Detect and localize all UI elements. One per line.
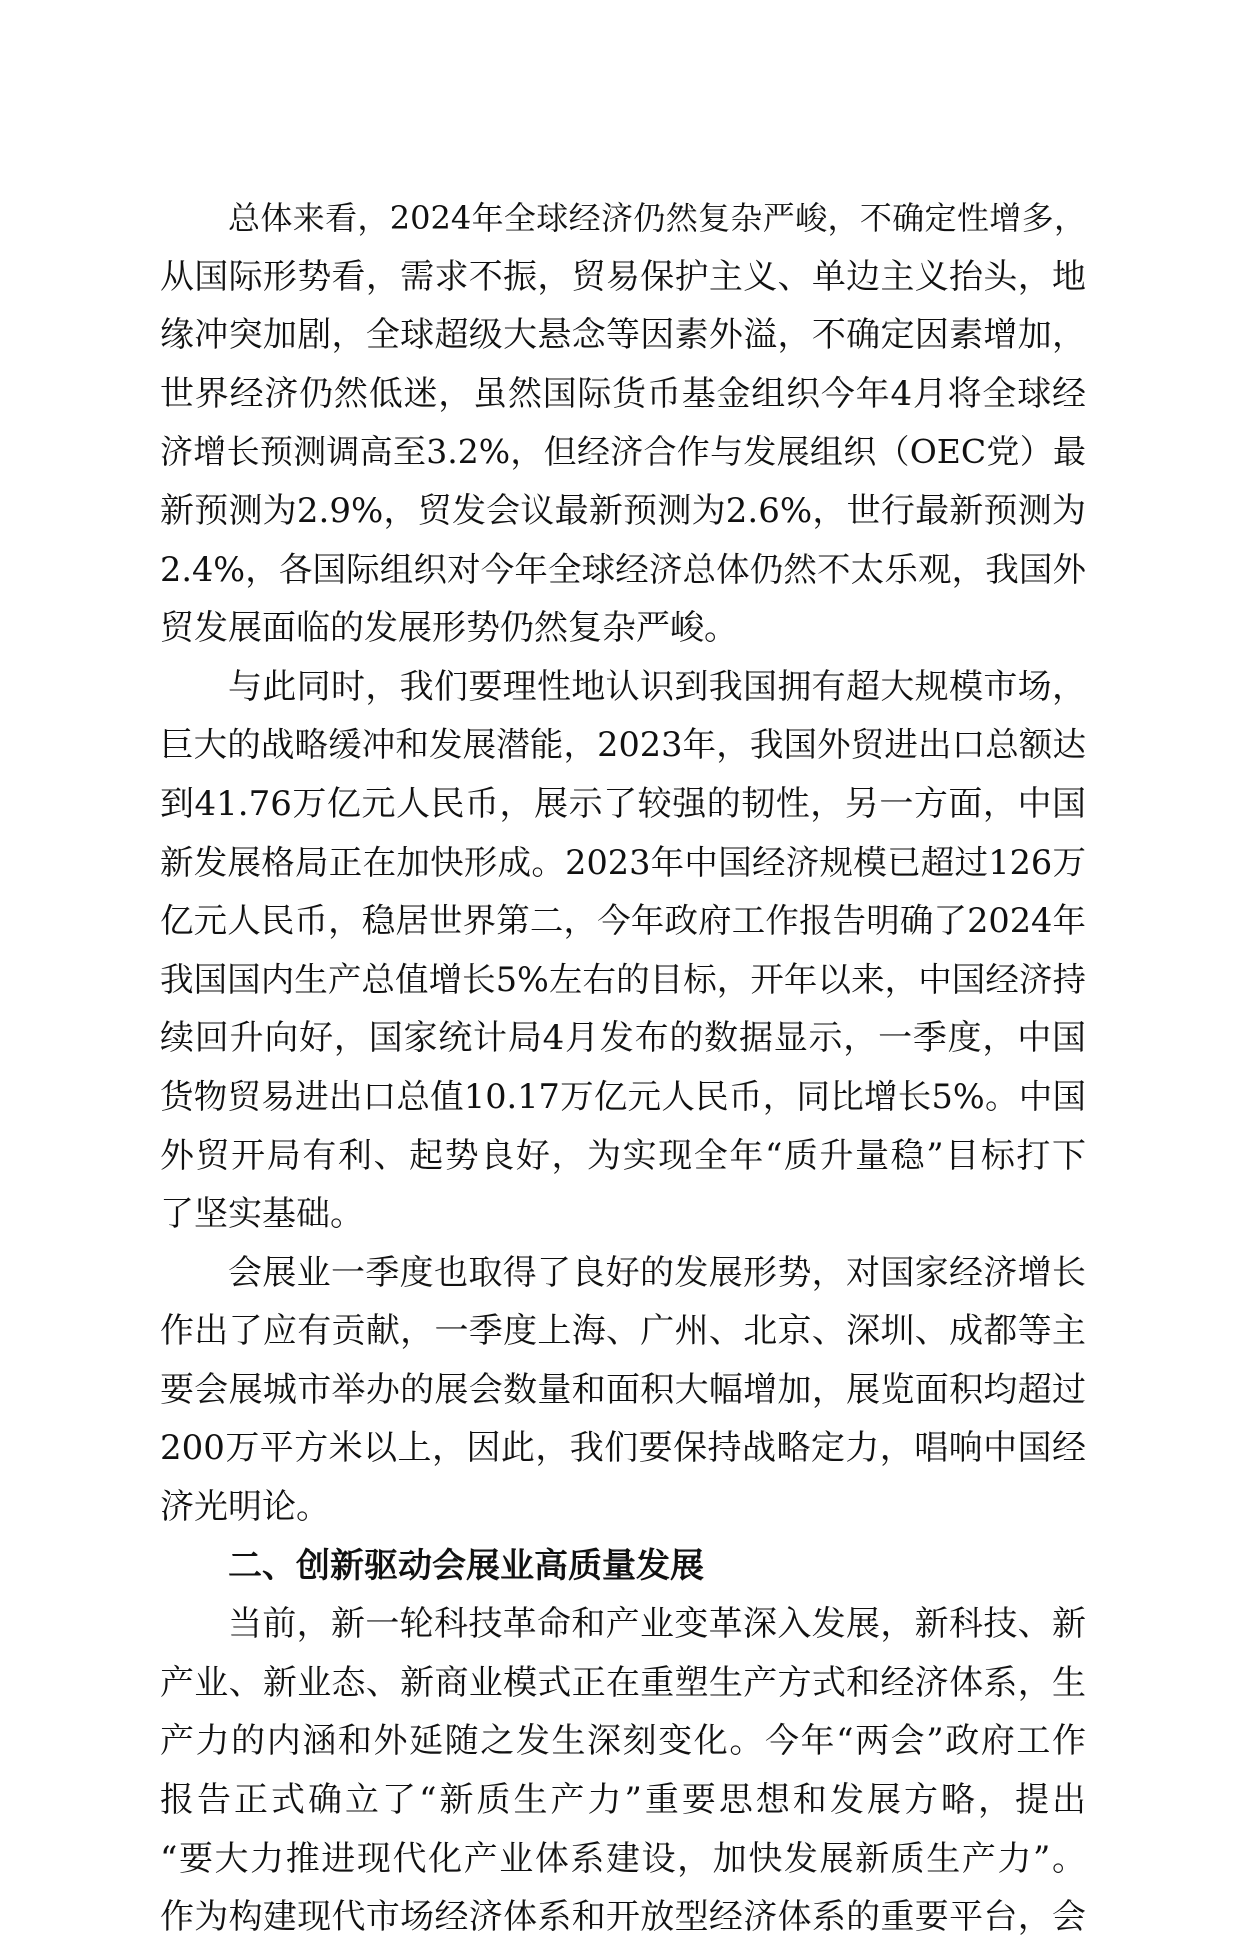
text-line: 与此同时，我们要理性地认识到我国拥有超大规模市场， xyxy=(228,666,1086,707)
text-line: 200万平方米以上，因此，我们要保持战略定力，唱响中国经 xyxy=(160,1428,1086,1469)
text-line: 2.4%，各国际组织对今年全球经济总体仍然不太乐观，我国外 xyxy=(160,549,1086,589)
text-line: 会展业一季度也取得了良好的发展形势，对国家经济增长 xyxy=(228,1252,1086,1293)
text-line: 济光明论。 xyxy=(160,1487,330,1528)
text-line: 产力的内涵和外延随之发生深刻变化。今年“两会”政府工作 xyxy=(160,1721,1086,1762)
text-line: 货物贸易进出口总值10.17万亿元人民币，同比增长5%。中国 xyxy=(160,1076,1086,1116)
paragraph-exhibition-industry xyxy=(160,1244,1086,1537)
text-line: 作出了应有贡献，一季度上海、广州、北京、深圳、成都等主 xyxy=(160,1311,1086,1352)
text-line: 总体来看，2024年全球经济仍然复杂严峻，不确定性增多， xyxy=(228,199,1086,237)
paragraph-global-economy xyxy=(160,189,1086,658)
text-line: 报告正式确立了“新质生产力”重要思想和发展方略，提出 xyxy=(160,1780,1086,1821)
text-line: 到41.76万亿元人民币，展示了较强的韧性，另一方面，中国 xyxy=(160,783,1086,824)
text-line: 济增长预测调高至3.2%，但经济合作与发展组织（OEC党）最 xyxy=(160,432,1086,472)
text-line: 缘冲突加剧，全球超级大悬念等因素外溢，不确定因素增加， xyxy=(160,315,1086,356)
document-body xyxy=(160,189,1086,1947)
text-line: 当前，新一轮科技革命和产业变革深入发展，新科技、新 xyxy=(228,1604,1086,1645)
text-line: 产业、新业态、新商业模式正在重塑生产方式和经济体系，生 xyxy=(160,1662,1086,1703)
text-line: 要会展城市举办的展会数量和面积大幅增加，展览面积均超过 xyxy=(160,1369,1086,1410)
text-line: 新发展格局正在加快形成。2023年中国经济规模已超过126万 xyxy=(160,842,1086,882)
text-line: “要大力推进现代化产业体系建设，加快发展新质生产力”。 xyxy=(160,1838,1086,1879)
text-line: 亿元人民币，稳居世界第二，今年政府工作报告明确了2024年 xyxy=(160,901,1086,941)
text-line: 续回升向好，国家统计局4月发布的数据显示，一季度，中国 xyxy=(160,1018,1086,1059)
text-line: 了坚实基础。 xyxy=(160,1194,364,1235)
text-line: 作为构建现代市场经济体系和开放型经济体系的重要平台，会 xyxy=(160,1897,1086,1938)
text-line: 外贸开局有利、起势良好，为实现全年“质升量稳”目标打下 xyxy=(160,1135,1086,1176)
paragraph-innovation xyxy=(160,1595,1086,1947)
text-line: 我国国内生产总值增长5%左右的目标，开年以来，中国经济持 xyxy=(160,959,1086,999)
text-line: 贸发展面临的发展形势仍然复杂严峻。 xyxy=(160,608,738,649)
text-line: 从国际形势看，需求不振，贸易保护主义、单边主义抬头，地 xyxy=(160,256,1086,297)
section-heading: 二、创新驱动会展业高质量发展 xyxy=(228,1545,704,1586)
text-line: 巨大的战略缓冲和发展潜能，2023年，我国外贸进出口总额达 xyxy=(160,725,1086,765)
text-line: 世界经济仍然低迷，虽然国际货币基金组织今年4月将全球经 xyxy=(160,373,1086,414)
paragraph-china-trade xyxy=(160,658,1086,1244)
text-line: 新预测为2.9%，贸发会议最新预测为2.6%，世行最新预测为 xyxy=(160,490,1086,531)
